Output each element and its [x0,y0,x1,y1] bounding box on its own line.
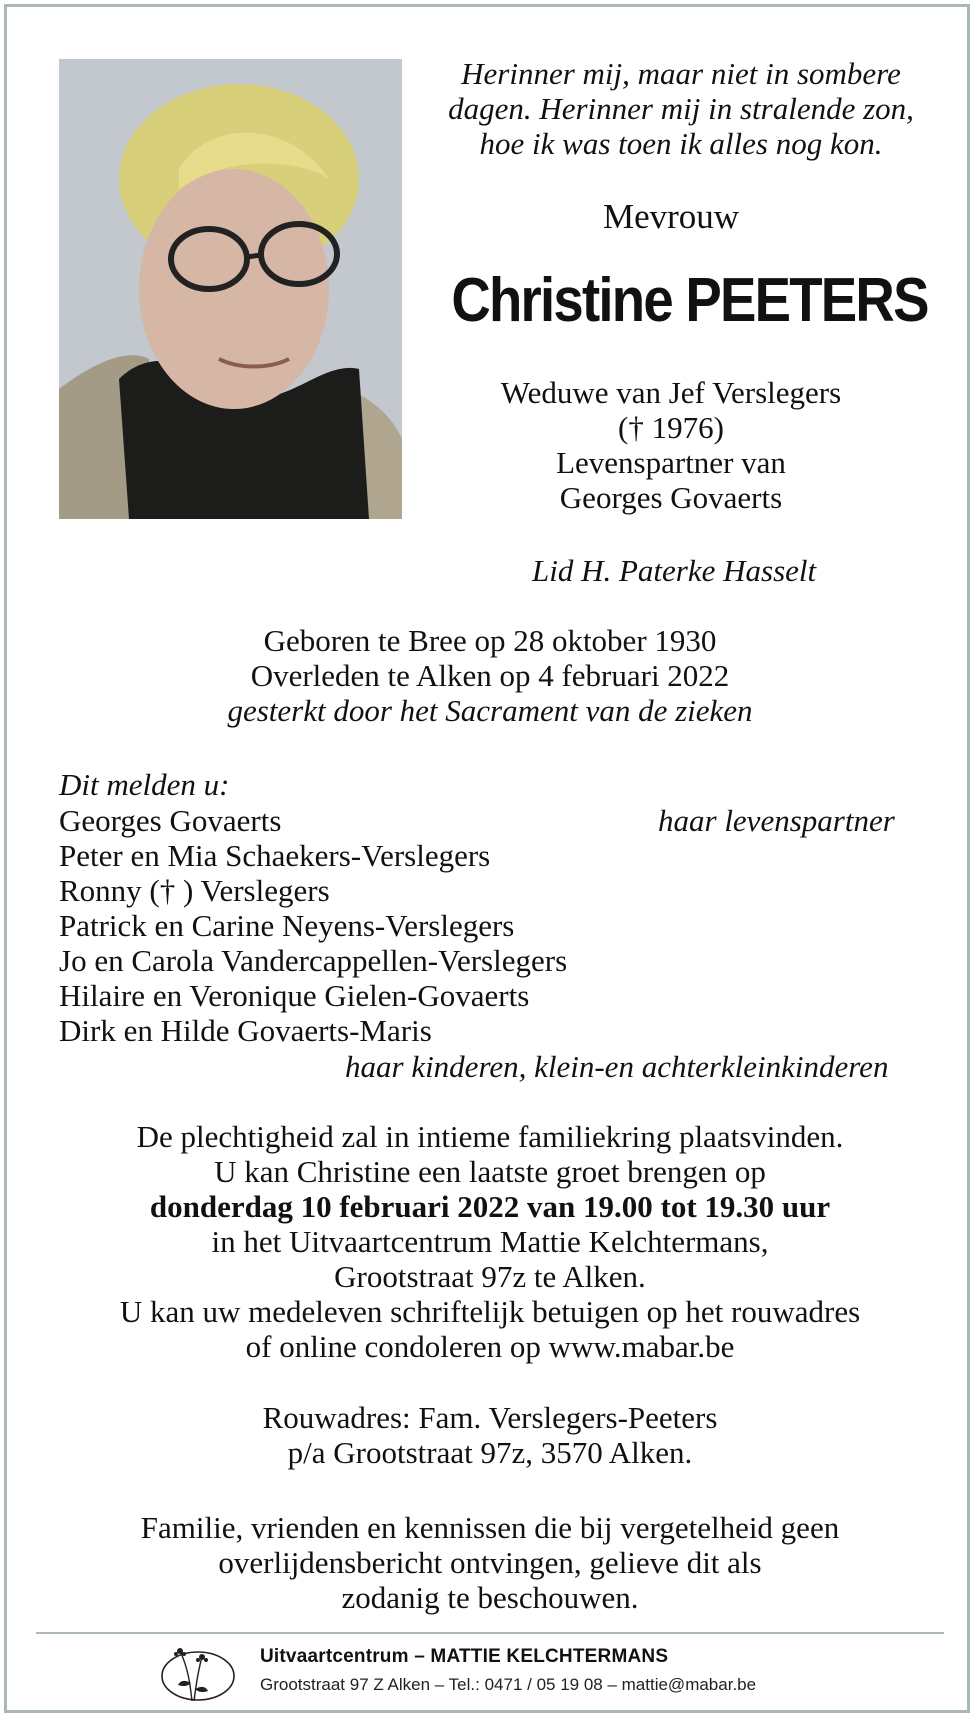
relation-line: Levenspartner van [556,445,786,480]
address-line: p/a Grootstraat 97z, 3570 Alken. [287,1435,693,1470]
announcer: Ronny († ) Verslegers [59,873,330,908]
life-dates [40,623,940,728]
ceremony-line: of online condoleren op www.mabar.be [245,1329,735,1364]
children-role: haar kinderen, klein-en achterkleinkinderen [345,1049,889,1084]
ceremony-info [40,1119,940,1364]
address-line: Rouwadres: Fam. Verslegers-Peeters [262,1400,718,1435]
visitation-date: donderdag 10 februari 2022 van 19.00 tot 19.30 uur [149,1189,831,1224]
poem-line: Herinner mij, maar niet in sombere [461,56,901,91]
footer-divider [36,1632,944,1634]
salutation: Mevrouw [602,197,740,236]
ceremony-line: in het Uitvaartcentrum Mattie Kelchtermans, [211,1224,769,1259]
announcer: Georges Govaerts [59,803,282,838]
announcers-header: Dit melden u: [59,767,230,802]
closing-line: overlijdensbericht ontvingen, gelieve dit als [218,1545,762,1580]
mourning-address [40,1400,940,1470]
closing-line: Familie, vrienden en kennissen die bij vergetelheid geen [140,1510,840,1545]
ceremony-line: De plechtigheid zal in intieme familiekring plaatsvinden. [136,1119,844,1154]
ceremony-line: U kan uw medeleven schriftelijk betuigen op het rouwadres [119,1294,861,1329]
announcer: Hilaire en Veronique Gielen-Govaerts [59,978,530,1013]
partner-role: haar levenspartner [658,803,895,838]
birth-line: Geboren te Bree op 28 oktober 1930 [263,623,717,658]
announcer: Peter en Mia Schaekers-Verslegers [59,838,491,873]
membership: Lid H. Paterke Hasselt [532,553,817,588]
ceremony-line: Grootstraat 97z te Alken. [334,1259,646,1294]
portrait-photo [59,59,402,519]
flower-logo-icon [158,1643,238,1705]
death-line: Overleden te Alken op 4 februari 2022 [250,658,730,693]
closing-line: zodanig te beschouwen. [341,1580,639,1615]
footer-contact: Grootstraat 97 Z Alken – Tel.: 0471 / 05 19 08 – mattie@mabar.be [260,1675,757,1694]
relation-line: Georges Govaerts [559,480,783,515]
poem-line: hoe ik was toen ik alles nog kon. [479,126,883,161]
poem-line: dagen. Herinner mij in stralende zon, [448,91,914,126]
relations [420,375,922,515]
closing-note [40,1510,940,1615]
announcer: Dirk en Hilde Govaerts-Maris [59,1013,432,1048]
announcer: Jo en Carola Vandercappellen-Verslegers [59,943,568,978]
announcer: Patrick en Carine Neyens-Verslegers [59,908,515,943]
ceremony-line: U kan Christine een laatste groet brengen op [214,1154,766,1189]
poem [420,56,942,161]
deceased-name: Christine PEETERS [451,266,928,335]
relation-line: Weduwe van Jef Verslegers [500,375,842,410]
sacrament-line: gesterkt door het Sacrament van de zieken [227,693,753,728]
relation-line: († 1976) [618,410,724,445]
footer-title: Uitvaartcentrum – MATTIE KELCHTERMANS [260,1646,669,1667]
